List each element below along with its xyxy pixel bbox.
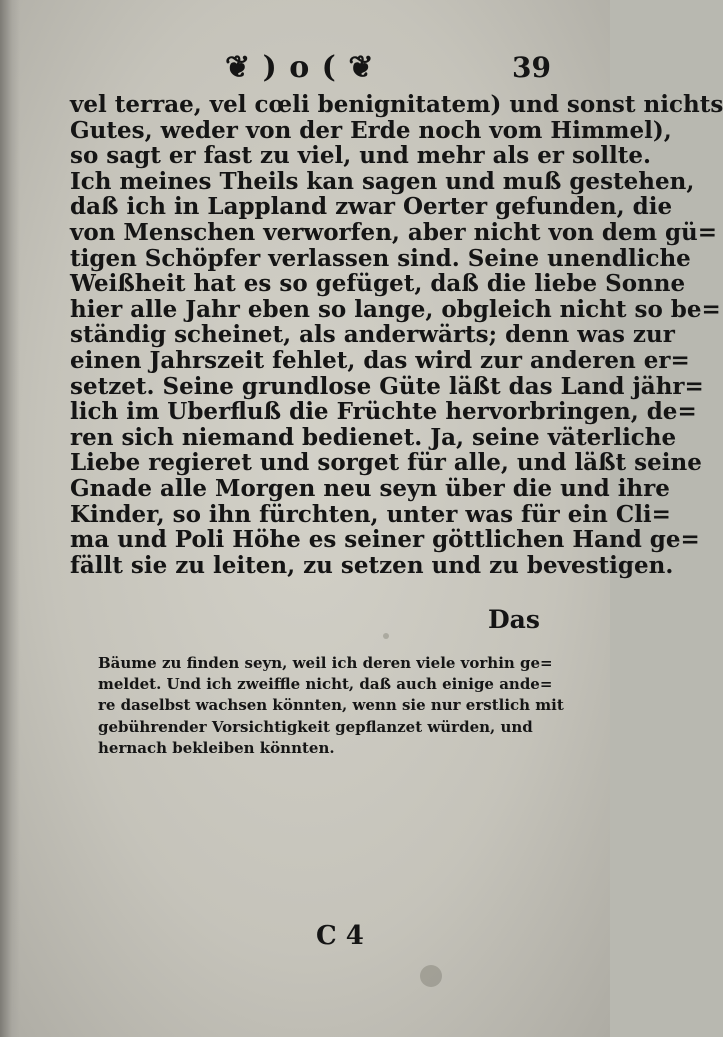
signature-mark: C 4	[316, 921, 364, 951]
footnote-line: Bäume zu finden seyn, weil ich deren viele vorhin ge=	[98, 654, 553, 672]
text-line: ständig scheinet, als anderwärts; denn was zur	[70, 321, 675, 349]
text-line: Kinder, so ihn fürchten, unter was für ein Cli=	[70, 500, 671, 528]
running-header	[0, 46, 610, 90]
page-number: 39	[512, 51, 551, 84]
footnote-line: meldet. Und ich zweiffle nicht, daß auch einige ande=	[98, 675, 553, 694]
paper-speck	[383, 633, 389, 639]
text-line: daß ich in Lappland zwar Oerter gefunden, die	[70, 193, 673, 221]
page-binding-shadow	[0, 0, 20, 1037]
text-line: Gnade alle Morgen neu seyn über die und ihre	[70, 474, 670, 502]
paper-speck	[420, 965, 442, 987]
text-line: von Menschen verworfen, aber nicht von dem gü=	[70, 218, 718, 246]
catchword: Das	[488, 605, 540, 634]
footnote-line: gebührender Vorsichtigkeit gepflanzet würden, und	[98, 717, 533, 736]
text-line: fällt sie zu leiten, zu setzen und zu bevestigen.	[70, 551, 674, 579]
text-line: vel terrae, vel cœli benignitatem) und sonst nichts	[70, 91, 723, 118]
text-line: ma und Poli Höhe es seiner göttlichen Hand ge=	[70, 526, 700, 554]
footnote-line: re daselbst wachsen könnten, wenn sie nur erstlich mit	[98, 696, 564, 715]
text-line: lich im Uberfluß die Früchte hervorbringen, de=	[70, 398, 697, 426]
text-line: tigen Schöpfer verlassen sind. Seine unendliche	[70, 244, 691, 272]
text-line: setzet. Seine grundlose Güte läßt das Land jähr=	[70, 372, 704, 400]
text-line: hier alle Jahr eben so lange, obgleich nicht so be=	[70, 295, 721, 323]
text-line: Weißheit hat es so gefüget, daß die liebe Sonne	[70, 270, 686, 298]
main-text-block	[70, 91, 723, 579]
text-line: so sagt er fast zu viel, und mehr als er sollte.	[70, 142, 652, 170]
text-line: ren sich niemand bedienet. Ja, seine väterliche	[70, 423, 677, 451]
header-ornament: ❦ ) o ( ❦	[225, 50, 375, 85]
footnote-line: hernach bekleiben könnten.	[98, 738, 335, 757]
text-line: Ich meines Theils kan sagen und muß gestehen,	[70, 167, 695, 195]
text-line: Liebe regieret und sorget für alle, und läßt seine	[70, 449, 702, 477]
footnote-block	[98, 653, 564, 759]
text-line: Gutes, weder von der Erde noch vom Himmel),	[70, 116, 672, 144]
text-line: einen Jahrszeit fehlet, das wird zur anderen er=	[70, 346, 690, 374]
